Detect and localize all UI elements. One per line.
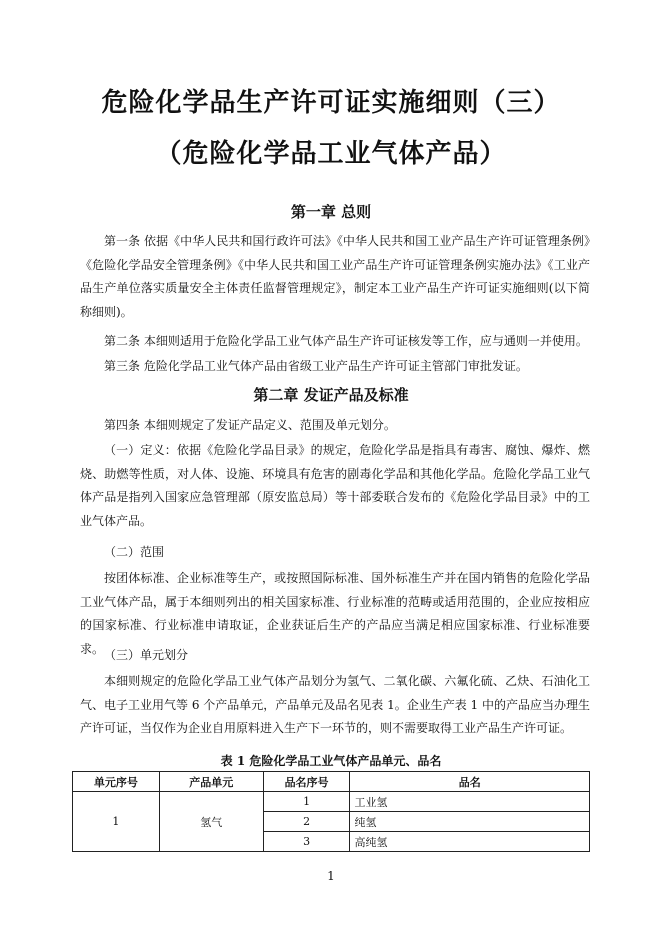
unit-paragraph: 本细则规定的危险化学品工业气体产品划分为氢气、二氧化碳、六氟化硫、乙炔、石油化工气、电子工业用气等 6 个产品单元，产品单元及品名见表 1。企业生产表 1 中的产品应当办理生产许可证，当仅作为企业自用原料进入生产下一环节的，则不需要取得工业产品生产许可证。	[80, 674, 590, 735]
product-table	[72, 771, 590, 852]
unit-number-cell: 1	[73, 792, 160, 852]
product-name-cell: 纯氢	[350, 812, 590, 832]
table-caption: 表 1 危险化学品工业气体产品单元、品名	[220, 754, 442, 768]
article-3: 第三条 危险化学品工业气体产品由省级工业产品生产许可证主管部门审批发证。	[104, 359, 528, 373]
scope-paragraph: 按团体标准、企业标准等生产，或按照国际标准、国外标准生产并在国内销售的危险化学品工业气体产品，属于本细则列出的相关国家标准、行业标准的范畴或适用范围的，企业应按相应的国家标准、行业标准申请取证，企业获证后生产的产品应当满足相应国家标准、行业标准要求。	[80, 571, 590, 656]
unit-name-cell: 氢气	[159, 792, 263, 852]
column-header-product-name: 品名	[350, 772, 590, 792]
article-1: 第一条 依据《中华人民共和国行政许可法》《中华人民共和国工业产品生产许可证管理条例》《危险化学品安全管理条例》《中华人民共和国工业产品生产许可证管理条例实施办法》《工业产品生产单位落实质量安全主体责任监督管理规定》，制定本工业产品生产许可证实施细则(以下简称细则)。	[80, 234, 590, 319]
column-header-product-no: 品名序号	[263, 772, 350, 792]
chapter-1-heading: 第一章 总则	[290, 203, 372, 221]
product-name-cell: 高纯氢	[350, 832, 590, 852]
article-4: 第四条 本细则规定了发证产品定义、范围及单元划分。	[104, 418, 396, 432]
chapter-2-heading: 第二章 发证产品及标准	[253, 386, 409, 404]
product-number-cell: 1	[263, 792, 350, 812]
product-number-cell: 3	[263, 832, 350, 852]
page-number: 1	[327, 869, 335, 883]
document-subtitle: （危险化学品工业气体产品）	[155, 139, 507, 169]
table-row	[73, 792, 590, 812]
product-number-cell: 2	[263, 812, 350, 832]
column-header-unit-name: 产品单元	[159, 772, 263, 792]
scope-heading: （二）范围	[104, 545, 165, 559]
unit-heading: （三）单元划分	[104, 648, 189, 662]
definition-paragraph: （一）定义：依据《危险化学品目录》的规定，危险化学品是指具有毒害、腐蚀、爆炸、燃烧、助燃等性质，对人体、设施、环境具有危害的剧毒化学品和其他化学品。危险化学品工业气体产品是指列入国家应急管理部（原安监总局）等十部委联合发布的《危险化学品目录》中的工业气体产品。	[80, 443, 590, 528]
product-name-cell: 工业氢	[350, 792, 590, 812]
article-2: 第二条 本细则适用于危险化学品工业气体产品生产许可证核发等工作，应与通则一并使用。	[104, 334, 588, 348]
document-title: 危险化学品生产许可证实施细则（三）	[101, 88, 561, 118]
column-header-unit-no: 单元序号	[73, 772, 160, 792]
table-header-row	[73, 772, 590, 792]
